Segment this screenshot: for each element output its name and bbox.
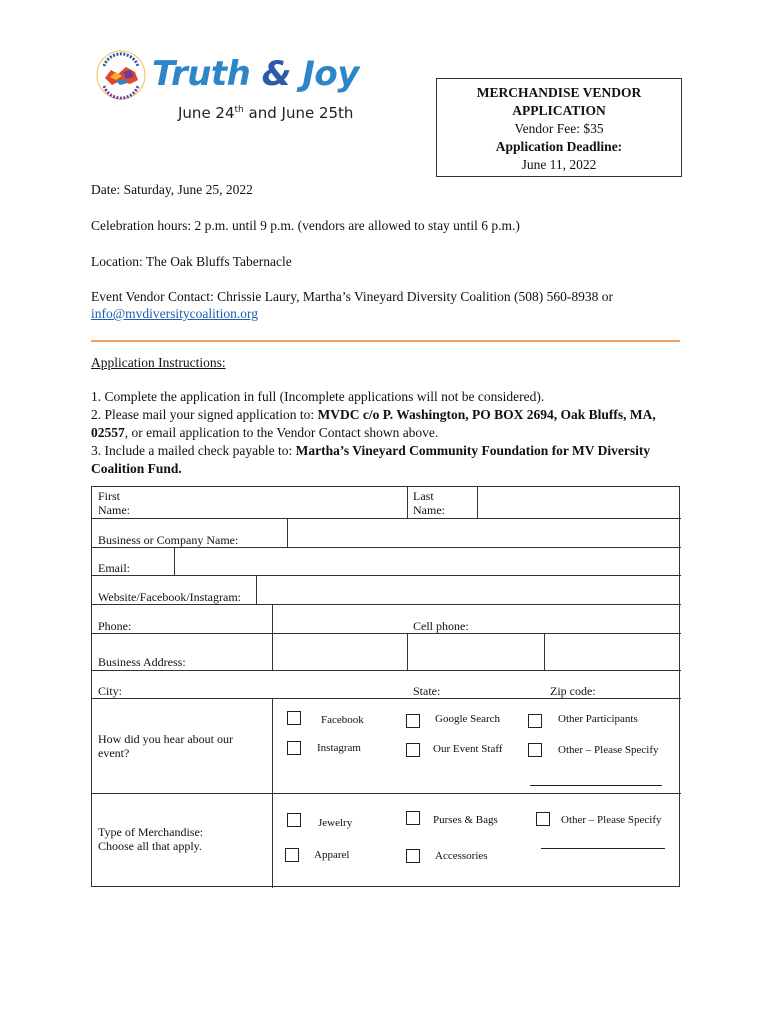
other-specify-merch-checkbox[interactable] xyxy=(536,812,550,826)
section-divider xyxy=(91,340,680,342)
apparel-checkbox[interactable] xyxy=(285,848,299,862)
purses-bags-option-label: Purses & Bags xyxy=(433,814,498,826)
event-location: Location: The Oak Bluffs Tabernacle xyxy=(91,254,292,269)
purses-bags-checkbox[interactable] xyxy=(406,811,420,825)
business-address-label: Business Address: xyxy=(98,655,186,669)
other-participants-option-label: Other Participants xyxy=(558,713,638,725)
vendor-fee: Vendor Fee: $35 xyxy=(514,121,604,136)
website-label: Website/Facebook/Instagram: xyxy=(98,590,241,604)
merch-specify-line[interactable] xyxy=(541,848,665,849)
instagram-option-label: Instagram xyxy=(317,742,361,754)
cell-phone-label: Cell phone: xyxy=(413,619,469,633)
other-specify-merch-option-label: Other – Please Specify xyxy=(561,814,662,826)
last-name-label: Last Name: xyxy=(413,489,445,517)
other-specify-hear-checkbox[interactable] xyxy=(528,743,542,757)
other-specify-hear-option-label: Other – Please Specify xyxy=(558,744,659,756)
logo-title: Truth & Joy xyxy=(152,54,359,94)
vendor-info-box xyxy=(436,78,682,177)
email-label: Email: xyxy=(98,561,130,575)
instructions-list xyxy=(91,388,691,478)
google-search-option-label: Google Search xyxy=(435,713,501,725)
deadline-date: June 11, 2022 xyxy=(521,157,597,172)
vendor-box-title-2: APPLICATION xyxy=(512,103,606,118)
marthas-vineyard-diversity-badge xyxy=(96,50,146,100)
hear-specify-line[interactable] xyxy=(530,785,662,786)
website-field[interactable] xyxy=(257,576,681,604)
facebook-option-label: Facebook xyxy=(321,714,364,726)
business-name-field[interactable] xyxy=(288,519,681,547)
last-name-field[interactable] xyxy=(478,487,681,518)
application-form xyxy=(91,486,680,887)
phone-label: Phone: xyxy=(98,619,132,633)
zip-code-label: Zip code: xyxy=(550,684,596,698)
our-event-staff-option-label: Our Event Staff xyxy=(433,743,503,755)
accessories-option-label: Accessories xyxy=(435,850,488,862)
first-name-field[interactable] xyxy=(92,487,407,518)
first-name-label: First Name: xyxy=(98,489,130,517)
facebook-checkbox[interactable] xyxy=(287,711,301,725)
deadline-label: Application Deadline: xyxy=(495,139,623,154)
accessories-checkbox[interactable] xyxy=(406,849,420,863)
instruction-step-3: 3. Include a mailed check payable to: Martha’s Vineyard Community Foundation for MV Diversity Coalition Fund. xyxy=(91,443,651,476)
instagram-checkbox[interactable] xyxy=(287,741,301,755)
vendor-box-title-1: MERCHANDISE VENDOR xyxy=(476,85,642,100)
hear-about-label: How did you hear about our event? xyxy=(98,732,233,760)
business-name-label: Business or Company Name: xyxy=(98,533,239,547)
instruction-step-2: 2. Please mail your signed application to: MVDC c/o P. Washington, PO BOX 2694, Oak Bluffs, MA, 02557, or email application to the Vendor Contact shown above. xyxy=(91,407,656,440)
event-logo xyxy=(96,50,396,102)
jewelry-checkbox[interactable] xyxy=(287,813,301,827)
jewelry-option-label: Jewelry xyxy=(318,817,353,829)
instructions-title: Application Instructions: xyxy=(91,355,226,370)
state-label: State: xyxy=(413,684,441,698)
apparel-option-label: Apparel xyxy=(314,849,350,861)
event-date: Date: Saturday, June 25, 2022 xyxy=(91,182,253,197)
celebration-hours: Celebration hours: 2 p.m. until 9 p.m. (vendors are allowed to stay until 6 p.m.) xyxy=(91,218,520,233)
contact-email-link[interactable]: info@mvdiversitycoalition.org xyxy=(91,306,259,321)
email-field[interactable] xyxy=(175,548,681,575)
instruction-step-1: 1. Complete the application in full (Incomplete applications will not be considered). xyxy=(91,389,545,404)
city-label: City: xyxy=(98,684,123,698)
other-participants-checkbox[interactable] xyxy=(528,714,542,728)
google-search-checkbox[interactable] xyxy=(406,714,420,728)
our-event-staff-checkbox[interactable] xyxy=(406,743,420,757)
vendor-contact: Event Vendor Contact: Chrissie Laury, Martha’s Vineyard Diversity Coalition (508) 560-8938 or xyxy=(91,289,613,304)
merchandise-type-label: Type of Merchandise: Choose all that apply. xyxy=(98,825,204,853)
event-dates: June 24th and June 25th xyxy=(178,104,354,122)
